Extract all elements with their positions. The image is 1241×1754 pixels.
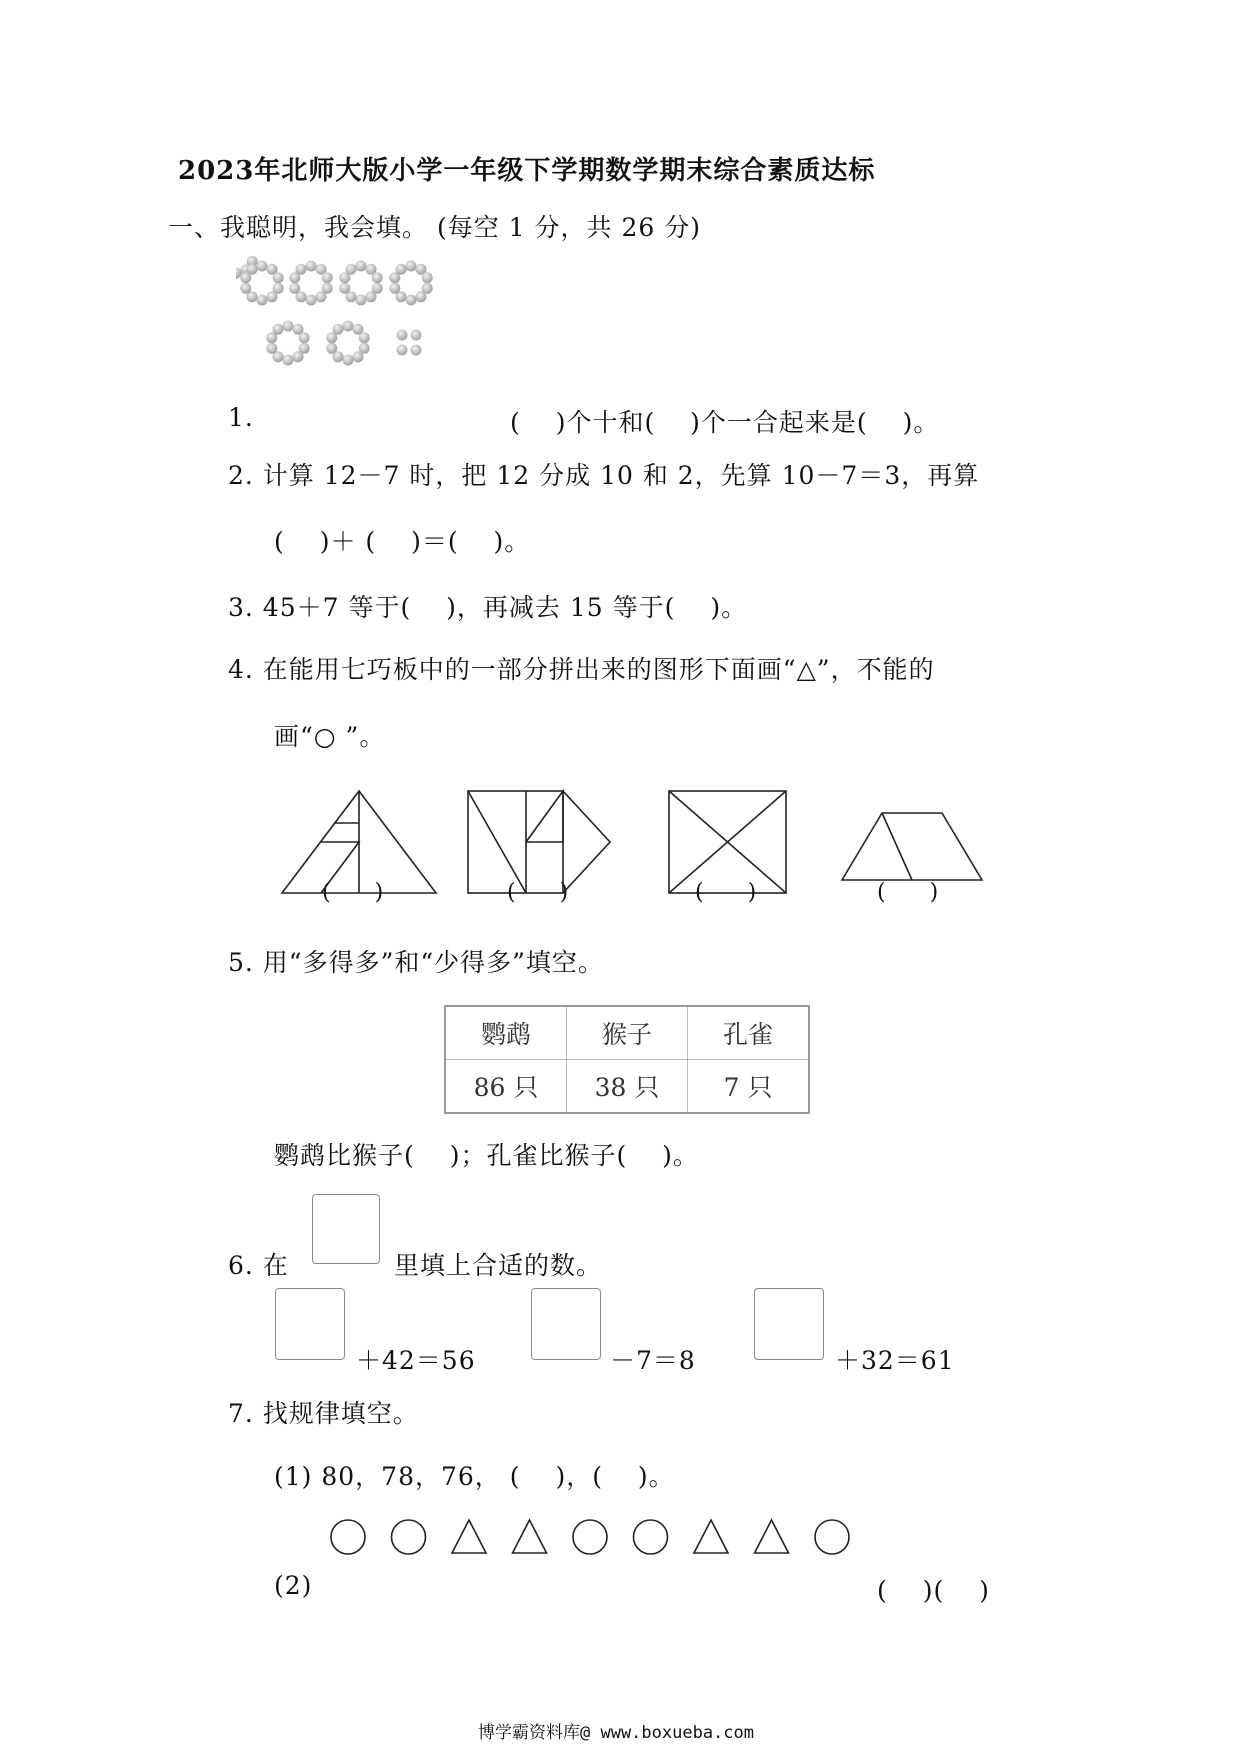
table-header-cell: 鹦鹉 [445,1006,567,1060]
q7-text: 7. 找规律填空。 [228,1399,419,1428]
triangle-shape [694,1520,728,1553]
q4-line2: 画“○ ”。 [274,722,386,751]
circle-shape [573,1520,607,1554]
table-header-row [445,1006,809,1060]
animal-table [444,1005,810,1114]
q7-part2-blanks: ( )( ) [877,1576,990,1605]
q5-text: 5. 用“多得多”和“少得多”填空。 [228,948,604,977]
answer-box-3[interactable] [754,1288,824,1360]
q3-text: 3. 45＋7 等于( )，再减去 15 等于( )。 [228,593,748,622]
q6-equation-2: －7＝8 [610,1346,696,1375]
answer-box-2[interactable] [531,1288,601,1360]
circle-shape [815,1520,849,1554]
triangle-shape [755,1520,789,1553]
answer-box-1[interactable] [275,1288,345,1360]
q4-blank-1[interactable]: ( ) [322,880,384,905]
q4-line1: 4. 在能用七巧板中的一部分拼出来的图形下面画“△”，不能的 [228,655,935,684]
q1-number: 1. [228,403,254,432]
example-box [312,1194,380,1264]
table-header-cell: 猴子 [567,1006,688,1060]
table-cell: 38 只 [567,1060,688,1114]
circle-shape [392,1520,426,1554]
table-cell: 7 只 [688,1060,810,1114]
circle-shape [331,1520,365,1554]
figure-4 [842,813,982,880]
q4-blank-2[interactable]: ( ) [507,880,569,905]
table-row [445,1060,809,1114]
table-header-cell: 孔雀 [688,1006,810,1060]
section-heading: 一、我聪明，我会填。 (每空 1 分，共 26 分) [168,213,701,242]
triangle-shape [513,1520,547,1553]
q2-line2: ( )＋ ( )＝( )。 [274,527,531,556]
q6-equation-3: ＋32＝61 [835,1346,955,1375]
q6-equation-1: ＋42＝56 [356,1346,476,1375]
q6-prefix: 6. 在 [228,1251,289,1280]
triangle-shape [452,1520,486,1553]
q1-text: ( )个十和( )个一合起来是( )。 [510,408,940,437]
q6-suffix: 里填上合适的数。 [394,1251,603,1280]
table-cell: 86 只 [445,1060,567,1114]
bead-illustration [236,256,436,372]
q7-part1: (1) 80，78，76， ( )，( )。 [274,1462,675,1491]
q4-blank-4[interactable]: ( ) [877,880,939,905]
q4-blank-3[interactable]: ( ) [695,880,757,905]
q5-answer: 鹦鹉比猴子( )；孔雀比猴子( )。 [274,1141,699,1170]
footer-watermark: 博学霸资料库@ www.boxueba.com [478,1723,754,1743]
circle-shape [634,1520,668,1554]
page-title: 2023年北师大版小学一年级下学期数学期末综合素质达标 [178,156,876,186]
q2-line1: 2. 计算 12－7 时，把 12 分成 10 和 2，先算 10－7＝3，再算 [228,461,980,490]
pattern-shapes [326,1512,866,1562]
q7-part2-label: (2) [274,1571,313,1600]
